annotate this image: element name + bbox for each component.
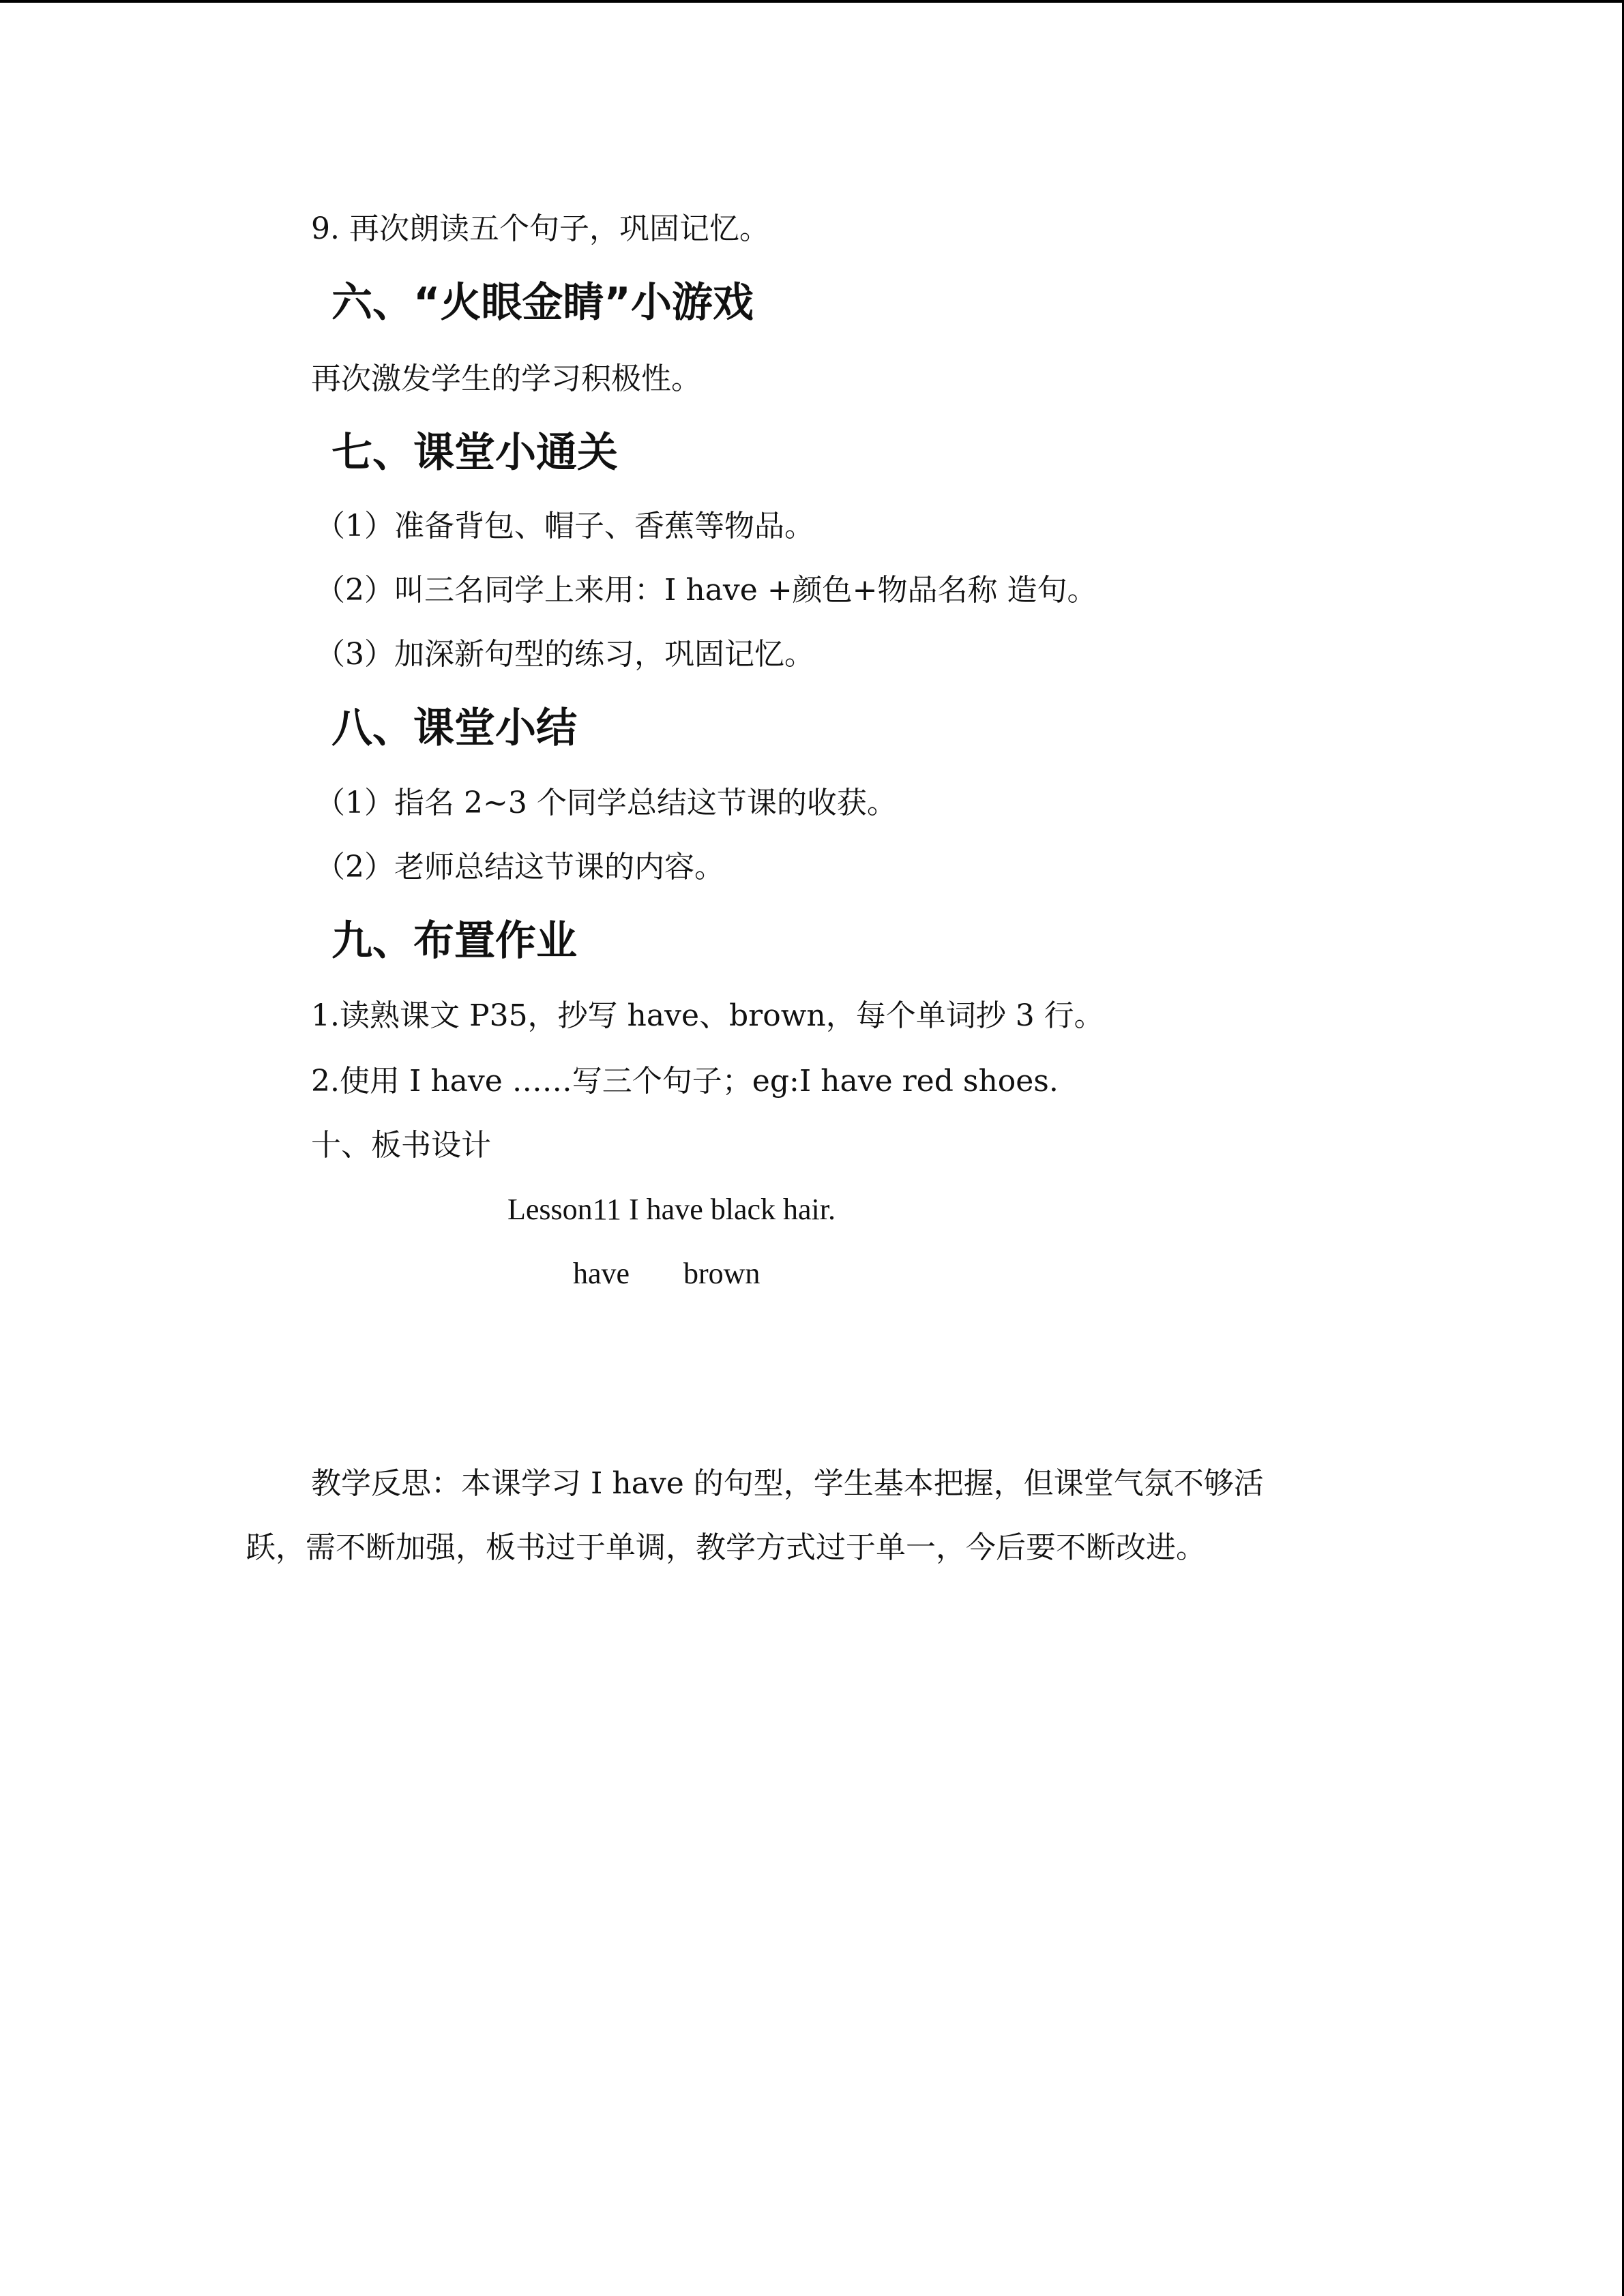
section-9-item: 2.使用 I have ……写三个句子；eg:I have red shoes.: [311, 1064, 1059, 1099]
reflection-line-2: 跃，需不断加强，板书过于单调，教学方式过于单一，今后要不断改进。: [246, 1530, 1206, 1565]
section-7-item: （1）准备背包、帽子、香蕉等物品。: [315, 509, 814, 543]
section-9-heading: 九、布置作业: [331, 917, 577, 965]
section-7-item: （2）叫三名同学上来用：I have +颜色+物品名称 造句。: [315, 573, 1097, 608]
board-word-brown: brown: [683, 1257, 761, 1290]
section-9-item: 1.读熟课文 P35，抄写 have、brown，每个单词抄 3 行。: [311, 998, 1104, 1033]
board-title: Lesson11 I have black hair.: [507, 1193, 836, 1226]
section-10-heading: 十、板书设计: [311, 1128, 491, 1163]
section-8-item: （1）指名 2~3 个同学总结这节课的收获。: [315, 786, 897, 820]
section-8-item: （2）老师总结这节课的内容。: [315, 850, 724, 884]
section-6-body: 再次激发学生的学习积极性。: [311, 361, 701, 396]
step-9-text: 9. 再次朗读五个句子，巩固记忆。: [311, 211, 769, 246]
reflection-line-1: 教学反思：本课学习 I have 的句型，学生基本把握，但课堂气氛不够活: [311, 1466, 1264, 1501]
section-6-heading: 六、“火眼金睛”小游戏: [331, 279, 754, 327]
section-7-heading: 七、课堂小通关: [331, 429, 618, 477]
page-top-border: [0, 0, 1624, 3]
section-7-item: （3）加深新句型的练习，巩固记忆。: [315, 637, 814, 672]
section-8-heading: 八、课堂小结: [331, 704, 577, 752]
board-word-have: have: [573, 1257, 630, 1290]
